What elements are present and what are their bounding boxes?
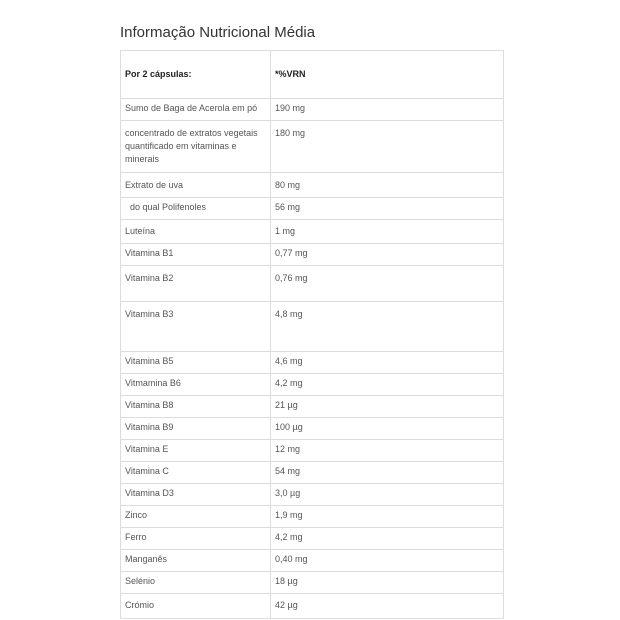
nutrient-name: Vitamina B3 bbox=[121, 302, 271, 352]
nutrient-name: Vitamina B2 bbox=[121, 266, 271, 302]
nutrient-name: Manganês bbox=[121, 550, 271, 572]
nutrient-value: 21 µg bbox=[271, 396, 504, 418]
table-header-row bbox=[121, 51, 504, 99]
nutrient-name: Vitamina E bbox=[121, 440, 271, 462]
nutrient-value: 4,6 mg bbox=[271, 352, 504, 374]
table-row bbox=[121, 244, 504, 266]
table-row bbox=[121, 374, 504, 396]
nutrient-value: 80 mg bbox=[271, 173, 504, 198]
table-row bbox=[121, 99, 504, 121]
nutrient-value: 3,0 µg bbox=[271, 484, 504, 506]
page-title: Informação Nutricional Média bbox=[120, 24, 316, 41]
table-row bbox=[121, 462, 504, 484]
nutrient-value: 56 mg bbox=[271, 198, 504, 220]
nutrient-name: do qual Polifenoles bbox=[121, 198, 271, 220]
nutrient-value: 4,2 mg bbox=[271, 374, 504, 396]
table-row bbox=[121, 302, 504, 352]
nutrient-value: 42 µg bbox=[271, 594, 504, 619]
nutrient-name: Ferro bbox=[121, 528, 271, 550]
header-vrn: *%VRN bbox=[271, 51, 504, 99]
nutrient-value: 54 mg bbox=[271, 462, 504, 484]
nutrient-name: concentrado de extratos vegetais quantificado em vitaminas e minerais bbox=[121, 121, 271, 173]
table-row bbox=[121, 528, 504, 550]
table-row bbox=[121, 484, 504, 506]
nutrient-name: Zinco bbox=[121, 506, 271, 528]
nutrient-name: Vitamina B5 bbox=[121, 352, 271, 374]
nutrient-value: 1 mg bbox=[271, 220, 504, 244]
nutrient-value: 4,2 mg bbox=[271, 528, 504, 550]
nutrient-value: 4,8 mg bbox=[271, 302, 504, 352]
table-row bbox=[121, 572, 504, 594]
table-row bbox=[121, 173, 504, 198]
nutrient-value: 180 mg bbox=[271, 121, 504, 173]
nutrient-value: 12 mg bbox=[271, 440, 504, 462]
header-portion: Por 2 cápsulas: bbox=[121, 51, 271, 99]
table-row bbox=[121, 266, 504, 302]
nutrient-name: Luteína bbox=[121, 220, 271, 244]
nutrient-name: Vitamina B9 bbox=[121, 418, 271, 440]
nutrient-name: Sumo de Baga de Acerola em pó bbox=[121, 99, 271, 121]
table-row bbox=[121, 594, 504, 619]
nutrient-value: 100 µg bbox=[271, 418, 504, 440]
nutrient-value: 0,40 mg bbox=[271, 550, 504, 572]
nutrient-name: Vitamina B1 bbox=[121, 244, 271, 266]
nutrition-table bbox=[120, 50, 504, 619]
nutrient-name: Vitamina C bbox=[121, 462, 271, 484]
table-row bbox=[121, 418, 504, 440]
nutrient-name: Selénio bbox=[121, 572, 271, 594]
nutrient-name: Crómio bbox=[121, 594, 271, 619]
nutrient-name: Extrato de uva bbox=[121, 173, 271, 198]
nutrient-value: 18 µg bbox=[271, 572, 504, 594]
nutrient-name: Vitamina B8 bbox=[121, 396, 271, 418]
nutrient-value: 190 mg bbox=[271, 99, 504, 121]
nutrient-value: 0,77 mg bbox=[271, 244, 504, 266]
table-row bbox=[121, 352, 504, 374]
table-row bbox=[121, 396, 504, 418]
nutrient-name: Vitamina D3 bbox=[121, 484, 271, 506]
nutrient-name: Vitmamina B6 bbox=[121, 374, 271, 396]
table-row bbox=[121, 506, 504, 528]
nutrient-value: 1,9 mg bbox=[271, 506, 504, 528]
table-row bbox=[121, 220, 504, 244]
nutrient-value: 0,76 mg bbox=[271, 266, 504, 302]
table-row bbox=[121, 198, 504, 220]
table-row bbox=[121, 440, 504, 462]
table-row bbox=[121, 550, 504, 572]
table-row bbox=[121, 121, 504, 173]
